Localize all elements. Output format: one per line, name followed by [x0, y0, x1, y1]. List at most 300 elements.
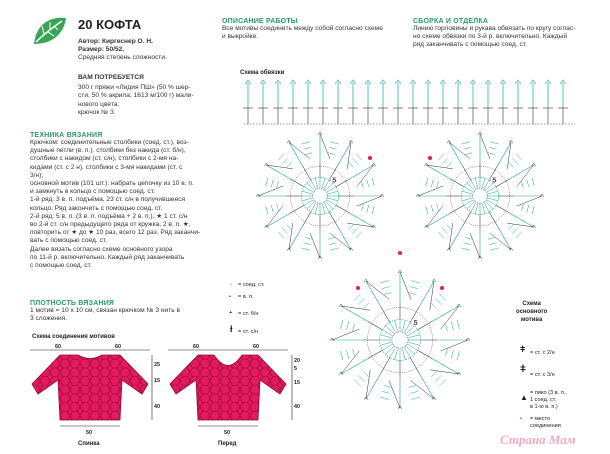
technique-line: повторить от ★ до ★ 10 раз, всего 12 раз. Ряд заканчи- — [30, 229, 201, 237]
motif-stitch — [488, 198, 498, 201]
motif-stitch — [389, 381, 400, 408]
join-point — [440, 286, 444, 290]
motif-stitch — [303, 147, 311, 149]
page-title: 20 КОФТА — [78, 17, 142, 32]
motif-stitch — [426, 206, 443, 227]
motif-stitch — [438, 232, 444, 238]
motif-stitch — [361, 204, 363, 211]
motif-stitch — [517, 196, 542, 206]
motif-picot — [339, 304, 343, 307]
motif-stitch — [457, 351, 460, 360]
motif-stitch — [507, 142, 511, 169]
motif-stitch — [328, 198, 338, 201]
edging-diagram-label: Схема обвязки — [240, 70, 285, 76]
motif-stitch — [442, 228, 448, 234]
join-point — [428, 156, 432, 160]
motif-stitch — [446, 162, 451, 167]
motif-stitch — [357, 196, 382, 206]
motif-stitch — [340, 351, 343, 360]
motif-stitch — [457, 320, 460, 329]
motif-stitch — [512, 228, 518, 234]
motif-stitch — [445, 324, 447, 331]
motif-stitch — [409, 335, 420, 338]
materials-line: крючок № 3. — [78, 108, 116, 116]
motif-stitch — [302, 248, 311, 250]
motif-picot — [264, 163, 268, 166]
motif-stitch — [302, 198, 312, 201]
legend-text: = соед. ст. — [238, 282, 265, 288]
motif-stitch — [340, 320, 343, 329]
motif-stitch — [266, 206, 268, 215]
motif-stitch — [341, 306, 370, 310]
motif-stitch — [380, 335, 391, 338]
technique-line: с помощью соед. ст. — [30, 262, 92, 270]
motif-stitch — [361, 181, 363, 188]
legend-text: соединения — [530, 423, 561, 429]
picot-icon: ▲ — [520, 393, 528, 402]
motif-stitch — [271, 205, 273, 213]
motif-stitch — [465, 237, 472, 239]
work-description-block — [222, 18, 412, 41]
dim-bottom-front: 50 — [224, 430, 230, 436]
dim-bottom-back: 50 — [86, 430, 92, 436]
join-point — [368, 156, 372, 160]
dim-top-left: 60 — [55, 344, 61, 350]
legend-text: = пико (3 в. п., — [530, 390, 567, 396]
motif-stitch — [431, 371, 436, 376]
technique-line: основной мотив (101 шт.): набрать цепочку из 10 в. п. — [30, 180, 194, 188]
motif-picot — [457, 304, 461, 307]
motif-stitch — [277, 204, 279, 211]
technique-line: во 2-й ст. с/н предыдущего ряда от кружка, 2 в. п. ★, — [30, 221, 191, 229]
front-garment-shape — [170, 355, 286, 420]
row-number: 5 — [332, 177, 337, 185]
motif-stitch — [450, 205, 463, 213]
motif-label-line: мотива — [520, 317, 543, 323]
motif-stitch — [411, 381, 434, 399]
motif-stitch — [451, 322, 453, 330]
density-heading: ПЛОТНОСТЬ ВЯЗАНИЯ — [30, 300, 115, 307]
motif-stitch — [289, 223, 293, 250]
technique-line: столбики с накидом (ст. с/н), столбики с 2-мя на- — [30, 155, 179, 163]
technique-text — [30, 139, 230, 270]
motif-stitch — [449, 142, 470, 159]
materials-line: 300 г пряжи «Лидия ПШ» (50 % шер- — [78, 84, 191, 92]
size: Размер: 50/52. — [78, 46, 125, 54]
motif-stitch — [329, 147, 337, 149]
motif-stitch — [315, 178, 318, 188]
technique-line: 2-й ряд: 5 в. п. (3 в. п. подъёма + 2 в. п.), ★ 1 ст. с/н — [30, 212, 188, 220]
materials-line: нового цвета; — [78, 100, 120, 108]
motif-stitch — [527, 205, 529, 213]
motif-stitch — [431, 179, 433, 187]
motif-stitch — [437, 204, 439, 211]
motif-stitch — [462, 191, 472, 194]
motif-stitch — [463, 243, 471, 245]
motif-stitch — [465, 153, 472, 155]
front-label: Перед — [218, 441, 237, 447]
motif-stitch — [450, 179, 463, 187]
technique-line: и замкнуть в кольцо с помощью соед. ст. — [30, 188, 155, 196]
motif-stitch — [509, 225, 514, 230]
motif-stitch — [330, 248, 339, 250]
motif-stitch — [441, 340, 468, 351]
motif-stitch — [349, 162, 354, 167]
motif-stitch — [462, 142, 471, 144]
motif-stitch — [462, 198, 472, 201]
legend-left — [226, 282, 276, 344]
motif-stitch — [278, 154, 284, 160]
motif-stitch — [402, 349, 405, 360]
chain-icon: • — [229, 294, 231, 300]
motif-stitch — [446, 225, 451, 230]
motif-stitch — [441, 306, 459, 329]
dim-side: 40 — [294, 404, 300, 410]
motif-stitch — [382, 286, 390, 288]
motif-diagram-label — [516, 300, 547, 324]
motif-stitch — [475, 178, 478, 188]
motif-stitch — [289, 142, 310, 159]
motif-stitch — [410, 391, 418, 393]
motif-center-ring — [313, 189, 328, 204]
motif-stitch — [480, 134, 490, 159]
motif-stitch — [490, 233, 511, 250]
motif-stitch — [382, 391, 390, 393]
motif-stitch — [426, 178, 428, 187]
motif-label-line: основного — [516, 309, 548, 315]
motif-stitch — [418, 186, 443, 196]
motif-stitch — [266, 178, 268, 187]
technique-line: Крючком: соединительные столбики (соед. ст.), воз- — [30, 139, 189, 146]
motif-stitch — [521, 204, 523, 211]
back-garment-shape — [32, 355, 148, 420]
motif-stitch — [336, 179, 349, 187]
motif-stitch — [329, 212, 337, 225]
motif-stitch — [368, 321, 383, 330]
motif-stitch — [352, 228, 358, 234]
motif-stitch — [303, 243, 311, 245]
motif-stitch — [410, 286, 418, 288]
motif-stitch — [380, 280, 389, 283]
motif-stitch — [367, 205, 369, 213]
motif-stitch — [435, 375, 441, 381]
motif-stitch — [489, 212, 497, 225]
legend-text: 1 соед. ст. — [530, 397, 557, 403]
motif-stitch — [303, 166, 311, 179]
motif-picot — [380, 194, 384, 197]
dim-side: 25 — [154, 362, 160, 368]
motif-stitch — [411, 280, 420, 283]
difficulty: Средняя степень сложности. — [78, 54, 167, 62]
motif-stitch — [489, 147, 497, 149]
motif-stitch — [384, 293, 391, 295]
motif-stitch — [282, 158, 288, 164]
dim-top-right: 60 — [115, 344, 121, 350]
motif-picot — [532, 163, 536, 166]
motif-stitch — [346, 350, 348, 358]
motif-stitch — [328, 237, 335, 239]
motif-stitch — [400, 272, 411, 299]
technique-line: кольцо. Ряд закончить с помощью соед. ст. — [30, 204, 163, 212]
motif-stitch — [489, 243, 497, 245]
slip-stitch-icon: ◦ — [230, 282, 232, 288]
dim-side: 15 — [294, 380, 300, 386]
assembly-heading: СБОРКА И ОТДЕЛКА — [413, 18, 489, 25]
motif-stitch — [347, 142, 351, 169]
motif-stitch — [488, 153, 495, 155]
density-block — [30, 300, 233, 323]
motif-stitch — [402, 320, 405, 331]
technique-line: по 11-й р. включительно. Каждый ряд заканчивать — [30, 253, 185, 261]
legend-text: в 1-ю в. п.) — [530, 404, 558, 410]
motif-stitch — [384, 385, 391, 387]
motif-stitch — [310, 233, 320, 258]
join-scheme-label: Схема соединения мотивов — [32, 334, 115, 340]
motif-stitch — [496, 205, 509, 213]
motif-stitch — [315, 204, 318, 214]
motif-stitch — [352, 158, 358, 164]
motif-stitch — [366, 370, 370, 399]
motif-stitch — [418, 350, 433, 359]
motif-stitch — [363, 303, 368, 308]
motif-stitch — [282, 228, 288, 234]
motif-stitch — [431, 303, 436, 308]
motif-stitch — [532, 206, 534, 215]
legend-right — [520, 346, 600, 432]
motif-stitch — [521, 181, 523, 188]
legend-text: = ст. с/н — [238, 329, 259, 335]
motif-stitch — [341, 351, 359, 374]
watermark: Страна Мам — [500, 432, 576, 447]
motif-stitch — [496, 179, 509, 187]
legend-text: = в. п. — [238, 294, 254, 300]
motif-stitch — [442, 158, 448, 164]
motif-stitch — [286, 162, 291, 167]
motif-stitch — [278, 232, 284, 238]
motif-stitch — [302, 191, 312, 194]
motif-stitch — [409, 385, 416, 387]
motif-stitch — [516, 154, 522, 160]
motif-center-ring — [473, 189, 488, 204]
motif-stitch — [488, 237, 495, 239]
motif-stitch — [462, 248, 471, 250]
work-description-line: и выкройке. — [222, 33, 259, 41]
motif-stitch — [409, 293, 416, 295]
row-number: 5 — [413, 320, 418, 328]
work-description-line: Все мотивы соединить между собой согласно схеме — [222, 25, 383, 32]
author-info — [78, 38, 208, 63]
motif-stitch — [330, 142, 339, 144]
motif-label-line: Схема — [522, 301, 541, 307]
motif-stitch — [329, 243, 337, 245]
technique-heading: ТЕХНИКА ВЯЗАНИЯ — [30, 132, 103, 139]
motif-stitch — [410, 358, 419, 373]
motif-stitch — [451, 350, 453, 358]
motif-picot — [540, 194, 544, 197]
motif-stitch — [266, 165, 293, 169]
motif-stitch — [305, 153, 312, 155]
motif-stitch — [517, 165, 534, 186]
motif-stitch — [302, 142, 311, 144]
work-description-heading: ОПИСАНИЕ РАБОТЫ — [222, 18, 298, 25]
motif-stitch — [367, 179, 369, 187]
join-scheme-diagram — [20, 342, 305, 450]
motif-stitch — [346, 322, 348, 330]
motif-stitch — [305, 237, 312, 239]
motif-stitch — [438, 154, 444, 160]
motif-stitch — [527, 179, 529, 187]
motif-stitch — [509, 162, 514, 167]
legend-item — [226, 294, 276, 308]
motif-stitch — [328, 191, 338, 194]
motif-stitch — [482, 204, 485, 214]
motif-stitch — [277, 181, 279, 188]
motif-stitch — [380, 342, 391, 345]
technique-line: 3/н); — [30, 171, 44, 179]
motif-stitch — [332, 329, 359, 340]
motif-stitch — [435, 299, 441, 305]
motif-stitch — [357, 165, 374, 186]
motif-stitch — [356, 232, 362, 238]
legend-item — [520, 416, 600, 432]
motif-stitch — [482, 178, 485, 188]
motif-stitch — [463, 147, 471, 149]
treble-crochet-icon: ǂ — [520, 344, 526, 354]
double-crochet-icon: ƚ — [230, 324, 233, 334]
motif-stitch — [463, 166, 471, 179]
motif-stitch — [349, 225, 354, 230]
leaf-logo-icon — [30, 14, 68, 48]
motif-picot — [424, 163, 428, 166]
legend-text: = ст. с 3/н — [530, 372, 555, 378]
motif-stitch — [490, 248, 499, 250]
motif-stitch — [426, 206, 428, 215]
dim-top-right: 60 — [253, 344, 259, 350]
row-number: 5 — [492, 177, 497, 185]
motif-stitch — [380, 397, 389, 400]
motif-stitch — [322, 204, 325, 214]
motif-stitch — [353, 349, 355, 356]
assembly-block — [413, 18, 603, 50]
author: Автор: Киргеснер О. Н. — [78, 38, 153, 45]
motif-stitch — [532, 178, 534, 187]
motif-stitch — [330, 233, 351, 250]
dim-side: 15 — [154, 378, 160, 384]
motif-stitch — [271, 179, 273, 187]
triple-treble-icon: ǂ — [520, 364, 526, 375]
motif-stitch — [290, 179, 303, 187]
motif-stitch — [336, 205, 349, 213]
motif-stitch — [507, 223, 534, 227]
motif-stitch — [431, 205, 433, 213]
motif-stitch — [347, 223, 374, 227]
motif-stitch — [411, 397, 420, 400]
motif-stitch — [320, 134, 330, 159]
motif-center-ring — [392, 332, 408, 348]
motif-stitch — [286, 225, 291, 230]
motif-stitch — [290, 205, 303, 213]
motif-stitch — [395, 349, 398, 360]
motif-stitch — [372, 178, 374, 187]
motif-stitch — [395, 320, 398, 331]
motif-stitch — [303, 212, 311, 225]
motif-stitch — [463, 212, 471, 225]
legend-item — [226, 282, 276, 294]
assembly-line: но схеме обвязки по 3-й р. включительно. Каждый — [413, 33, 568, 41]
dim-top-left: 60 — [193, 344, 199, 350]
motif-stitch — [258, 186, 283, 196]
technique-line: душные петли (в. п.), столбики без накида (ст. б/н), — [30, 147, 186, 155]
legend-text: = ст. с 2/н — [530, 350, 555, 356]
motif-stitch — [359, 299, 365, 305]
dim-side: 5 — [294, 366, 297, 372]
legend-item — [520, 366, 600, 390]
motif-stitch — [372, 206, 374, 215]
legend-text: = ст. б/н — [238, 311, 259, 317]
assembly-line: Линию горловины и рукава обвязать по кругу соглас- — [413, 25, 576, 32]
motif-stitch — [418, 321, 433, 330]
motif-stitch — [366, 281, 389, 299]
motif-stitch — [490, 142, 499, 144]
technique-line: кидами (ст. с 2 н), столбики с 3-мя накидами (ст. с — [30, 163, 183, 171]
motif-stitch — [266, 206, 283, 227]
motif-stitch — [368, 350, 383, 359]
technique-line: вать с помощью соед. ст. — [30, 237, 107, 245]
technique-line: 1-й ряд: 3 в. п. подъёма, 23 ст. с/н в получившееся — [30, 196, 186, 204]
motif-stitch — [516, 232, 522, 238]
join-point — [356, 286, 360, 290]
technique-line: Далее вязать согласно схеме основного узора — [30, 245, 173, 253]
join-point — [398, 251, 402, 255]
legend-item — [520, 346, 600, 366]
motif-stitch — [353, 324, 355, 331]
motif-stitch — [381, 358, 390, 373]
motif-stitch — [356, 154, 362, 160]
motif-stitch — [409, 342, 420, 345]
back-label: Спинка — [78, 441, 100, 447]
dim-side: 40 — [154, 404, 160, 410]
density-line: 1 мотив = 10 х 10 см, связан крючком № 3 нить в — [30, 307, 180, 314]
motif-stitch — [322, 178, 325, 188]
technique-block — [30, 132, 230, 270]
motif-stitch — [512, 158, 518, 164]
motif-stitch — [426, 165, 453, 169]
legend-text: = место — [530, 416, 551, 422]
motif-stitch — [354, 294, 361, 301]
motif-stitch — [437, 181, 439, 188]
motif-stitch — [449, 223, 453, 250]
materials-heading: ВАМ ПОТРЕБУЕТСЯ — [78, 74, 144, 81]
motif-stitch — [363, 371, 368, 376]
single-crochet-icon: + — [229, 310, 233, 316]
motif-stitch — [381, 308, 390, 323]
dim-side: 20 — [294, 358, 300, 364]
motif-stitch — [488, 191, 498, 194]
motif-stitch — [439, 379, 446, 386]
join-point-icon: • — [520, 416, 522, 422]
materials-line: сти, 50 % акрила; 1613 м/100 г) мали- — [78, 92, 194, 100]
motif-stitch — [475, 204, 478, 214]
motif-stitch — [354, 379, 361, 386]
motif-stitch — [445, 349, 447, 356]
legend-item — [520, 390, 600, 416]
motif-stitch — [430, 281, 434, 310]
motif-stitch — [430, 370, 459, 374]
motif-stitch — [439, 294, 446, 301]
legend-item — [226, 308, 276, 326]
motif-stitch — [470, 233, 480, 258]
assembly-line: ряд заканчивать с помощью соед. ст. — [413, 41, 527, 49]
